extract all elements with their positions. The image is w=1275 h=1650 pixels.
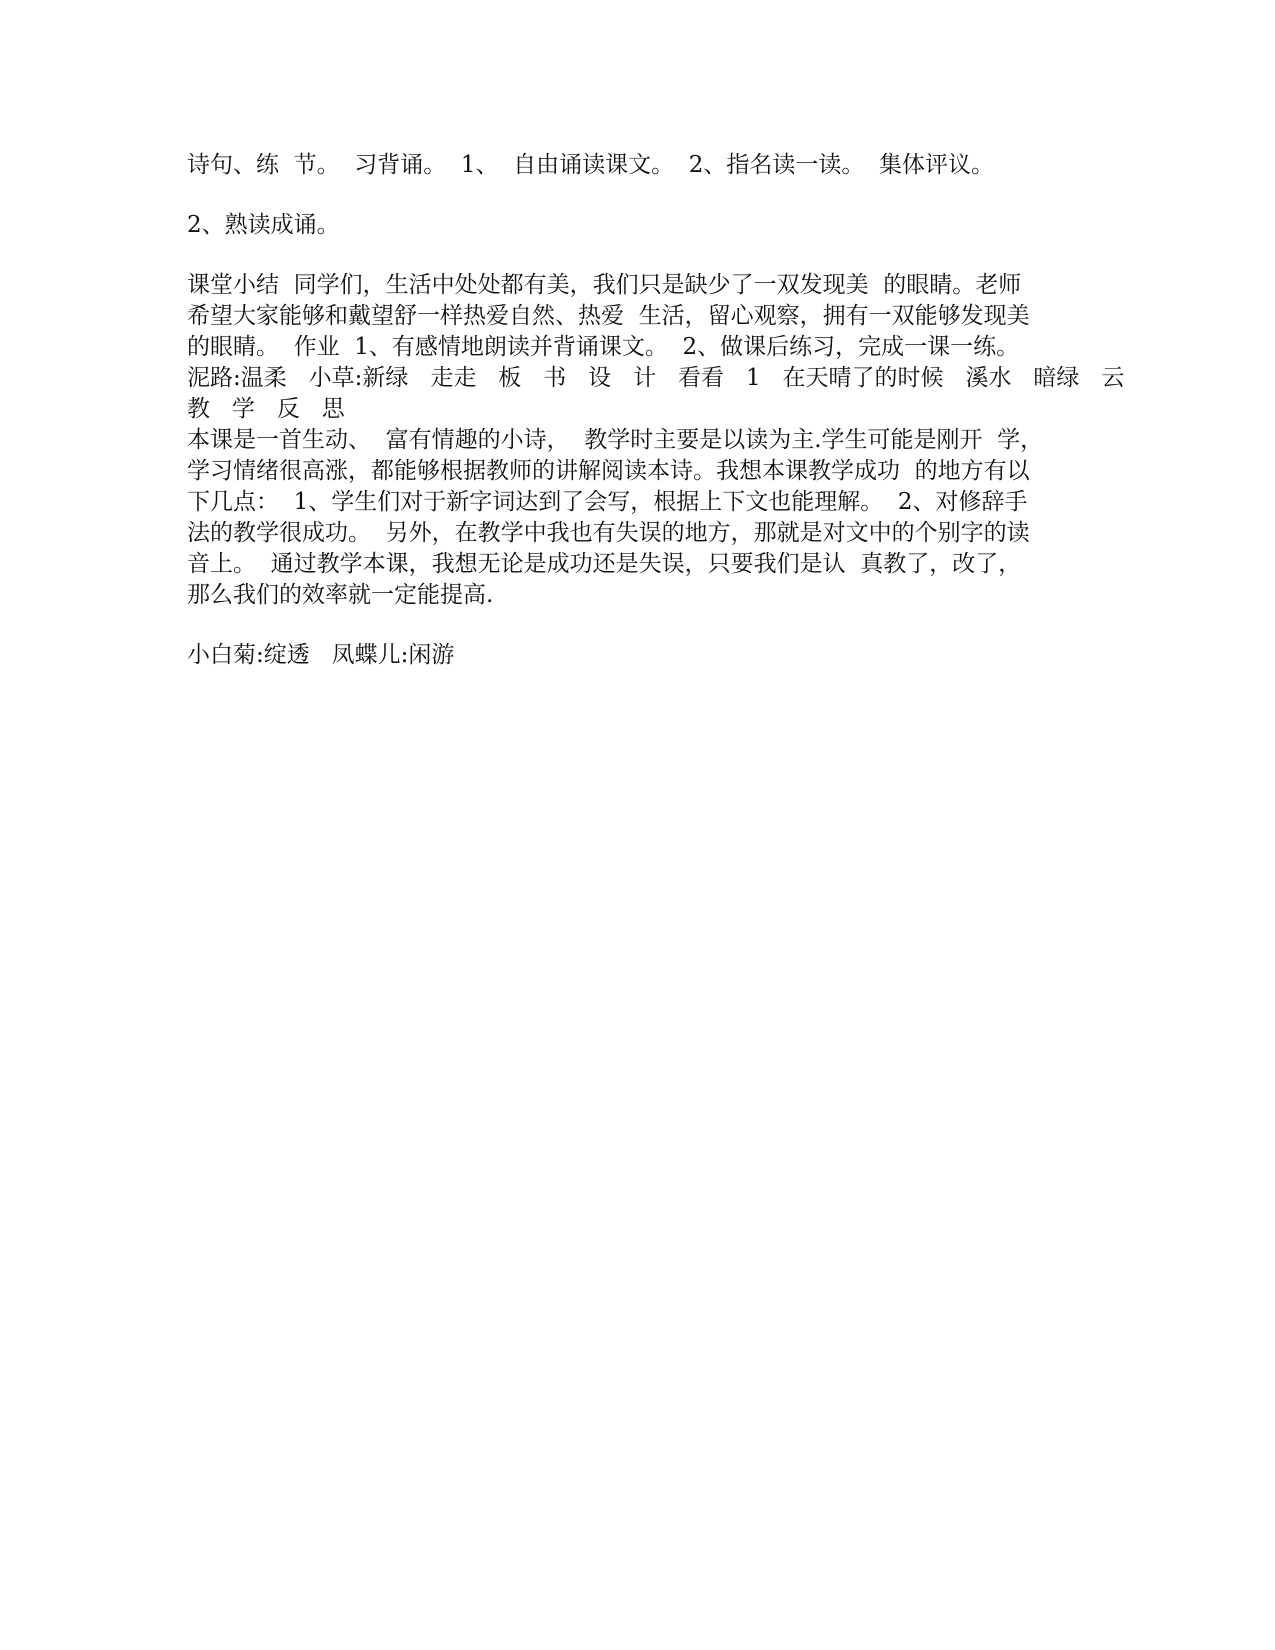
text-line-1: 诗句、练 节。 习背诵。 1、 自由诵读课文。 2、指名读一读。 集体评议。 xyxy=(187,152,994,178)
text-line-14: 小白菊:绽透 凤蝶儿:闲游 xyxy=(187,642,455,668)
text-line-5: 的眼睛。 作业 1、有感情地朗读并背诵课文。 2、做课后练习，完成一课一练。 xyxy=(187,334,1020,360)
text-line-3: 课堂小结 同学们，生活中处处都有美，我们只是缺少了一双发现美 的眼睛。老师 xyxy=(187,272,1022,298)
text-line-2: 2、熟读成诵。 xyxy=(187,212,340,238)
section-heading-reflection: 教 学 反 思 xyxy=(187,396,345,422)
text-line-9: 学习情绪很高涨，都能够根据教师的讲解阅读本诗。我想本课教学成功 的地方有以 xyxy=(187,458,1030,484)
text-line-12: 音上。 通过教学本课，我想无论是成功还是失误，只要我们是认 真教了，改了， xyxy=(187,551,1022,577)
text-line-13: 那么我们的效率就一定能提高. xyxy=(187,582,494,608)
text-line-4: 希望大家能够和戴望舒一样热爱自然、热爱 生活，留心观察，拥有一双能够发现美 xyxy=(187,303,1030,329)
text-line-6: 泥路:温柔 小草:新绿 走走 板 书 设 计 看看 1 在天晴了的时候 溪水 暗绿 云 xyxy=(187,365,1125,391)
text-line-8: 本课是一首生动、 富有情趣的小诗， 教学时主要是以读为主.学生可能是刚开 学， xyxy=(187,427,1044,453)
text-line-11: 法的教学很成功。 另外，在教学中我也有失误的地方，那就是对文中的个别字的读 xyxy=(187,520,1030,546)
text-line-10: 下几点： 1、学生们对于新字词达到了会写，根据上下文也能理解。 2、对修辞手 xyxy=(187,489,1028,515)
